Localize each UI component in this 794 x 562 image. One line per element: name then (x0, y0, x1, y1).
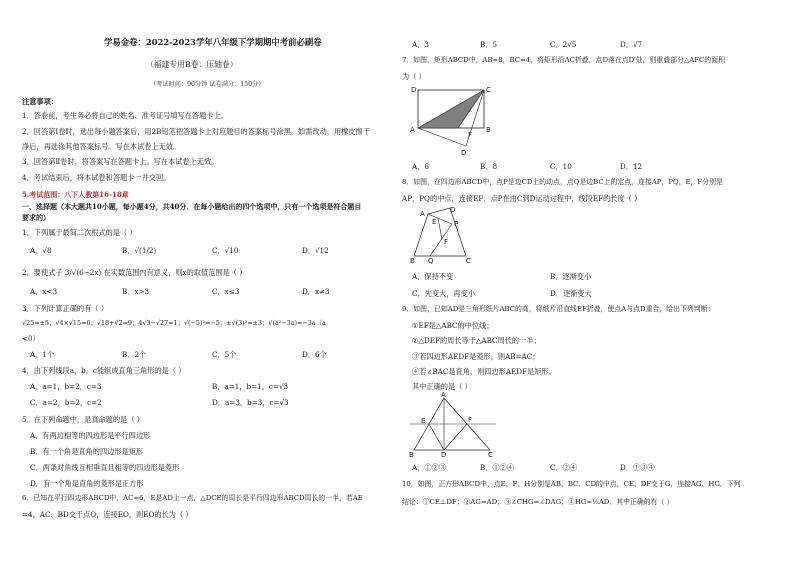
label-f: F (468, 416, 473, 424)
question-2: 2．要使式子 3/√(6−2x) 在实数范围内有意义，则x的取值范围是（ ） (22, 268, 247, 277)
label-q: Q (428, 257, 434, 264)
option-c[interactable]: C．x≤3 (212, 287, 240, 296)
label-a: A (420, 210, 425, 218)
option-b[interactable]: B．逐渐变小 (550, 272, 592, 281)
question-7-line: 为（ ） (402, 72, 426, 81)
option-a[interactable]: A．1个 (30, 350, 55, 359)
label-d-prime: D′ (461, 149, 468, 157)
label-b: B (409, 451, 414, 458)
label-d: D (450, 206, 456, 214)
label-b: B (486, 126, 491, 134)
option-c[interactable]: C．先变大，再变小 (412, 289, 476, 298)
figure-q9-triangle (408, 392, 498, 458)
option-d[interactable]: D．逐渐变大 (550, 289, 592, 298)
option-b[interactable]: B．有一个角是直角的四边形是矩形 (30, 447, 144, 456)
option-a[interactable]: A．3 (412, 40, 429, 49)
figure-q7-rectangle-fold (408, 84, 498, 158)
option-a[interactable]: A．①②③ (412, 463, 446, 472)
judgement-item: ①EF是△ABC的中位线； (412, 321, 494, 330)
question-1: 1．下列属于最简二次根式的是（ ） (22, 228, 137, 237)
label-e: E (421, 417, 426, 425)
option-d[interactable]: D．有一个角是直角的菱形是正方形 (30, 479, 144, 488)
question-3: 3．下列计算正确的有（ ） (22, 304, 108, 313)
exam-info: （考试时间：90分钟 试卷满分：150分） (150, 81, 265, 88)
question-3-line: √25=±5；√4×√15=6；√18+√2=9；4√3−√27=1；√(−5)²=−5；±√(3)²=±3；√(a²−3a)=−3a（a (22, 319, 326, 327)
label-d: D (411, 86, 417, 94)
question-6-line: =4，AC、BD交于点O，连接EO，则EO的长为（ ） (22, 510, 193, 519)
question-10: 10．如图，正方形ABCD中，点E、F、H分别是AB、BC、CD的中点，CE、DF交于G，连接AG、HG．下列 (402, 480, 741, 488)
note-item: 3．回答第Ⅱ卷时，将答案写在答题卡上。写在本试卷上无效。 (22, 157, 219, 166)
section-heading: 一、选择题（本大题共10小题，每小题4分，共40分．在每小题给出的四个选项中，只有一个选项是符合题目 (22, 202, 362, 211)
option-d[interactable]: D．a=3，b=3，c=√3 (212, 398, 289, 407)
label-a: A (441, 392, 446, 399)
note-item: 净后，再选涂其他答案标号。写在本试卷上无效。 (22, 142, 181, 151)
page-subtitle: （福建专用B卷：压轴卷） (146, 60, 238, 69)
question-8: 8．如图，在四边形ABCD中，点P是边CD上的动点，点Q是边BC上的定点，连接AP，PQ，E，F分别是 (402, 178, 723, 186)
question-8-line: AP，PQ的中点，连接EF．点P在由C到D运动过程中，线段EF的长度（ ） (402, 194, 642, 203)
note-item: 1．答卷前，考生务必将自己的姓名、准考证号填写在答题卡上。 (22, 111, 228, 120)
label-e: E (432, 218, 437, 226)
right-column (402, 0, 774, 562)
label-f: F (468, 131, 473, 139)
option-c[interactable]: C．2√5 (550, 40, 577, 49)
figure-q8-quadrilateral (408, 204, 478, 264)
label-d: D (441, 451, 447, 458)
option-c[interactable]: C．5个 (212, 350, 237, 359)
label-c: C (486, 86, 491, 94)
left-column (22, 0, 394, 562)
option-b[interactable]: B．①②④ (480, 463, 515, 472)
option-a[interactable]: A．√8 (30, 246, 52, 255)
label-f: F (444, 238, 449, 246)
question-10-line: 结论：①CE⊥DF；②AG=AD；③∠CHG=∠DAG；④HG=½AD．其中正确的有（ ） (402, 498, 674, 506)
option-d[interactable]: D．6个 (302, 350, 327, 359)
question-3-line: <0） (22, 334, 40, 343)
label-c: C (466, 257, 471, 264)
label-a: A (410, 126, 415, 134)
option-b[interactable]: B．8 (480, 162, 498, 171)
question-9-ask: 其中正确的是（ ） (412, 382, 472, 391)
option-c[interactable]: C．10 (550, 162, 572, 171)
option-a[interactable]: A．x<3 (30, 287, 58, 296)
page-title: 学易金卷：2022-2023学年八年级下学期期中考前必刷卷 (104, 37, 322, 47)
option-b[interactable]: B．5 (480, 40, 498, 49)
exam-scope: 5.考试范围：八下人教第16-18章 (22, 190, 129, 199)
option-a[interactable]: A．有两边相等的四边形是平行四边形 (30, 431, 151, 440)
option-c[interactable]: C．a=2，b=2，c=2 (30, 398, 102, 407)
option-d[interactable]: D．x≠3 (302, 287, 330, 296)
option-d[interactable]: D．√12 (302, 246, 329, 255)
question-5: 5．在下列命题中，是真命题的是（ ） (22, 415, 144, 424)
section-heading-cont: 要求的） (22, 213, 50, 222)
option-a[interactable]: A．a=1，b=2，c=3 (30, 382, 102, 391)
label-b: B (410, 257, 415, 264)
option-b[interactable]: B．a=1，b=1，c=√3 (212, 382, 289, 391)
option-a[interactable]: A．6 (412, 162, 429, 171)
option-b[interactable]: B．√(1/2) (122, 246, 157, 255)
label-c: C (488, 451, 493, 458)
option-d[interactable]: D．①③④ (620, 463, 655, 472)
notes-heading: 注意事项： (22, 97, 58, 106)
question-6: 6．已知在平行四边形ABCD中，AC=6，E是AD上一点，△DCE的周长是平行四边形ABCD周长的一半，若AE (22, 494, 363, 502)
question-4: 4．由下列线段a，b，c能组成直角三角形的是（ ） (22, 366, 186, 375)
option-c[interactable]: C．②④ (550, 463, 578, 472)
option-d[interactable]: D．√7 (620, 40, 643, 49)
option-b[interactable]: B．x>3 (122, 287, 150, 296)
judgement-item: ②△DEF的周长等于△ABC周长的一半； (412, 336, 541, 345)
question-7: 7．如图，矩形ABCD中，AB=8，BC=4，将矩形沿AC折叠，点D落在点D′处，则重叠部分△AFC的面积 (402, 56, 725, 64)
question-9: 9．如图，已知AD是三角形纸片ABC的高，将纸片沿直线EF折叠，使点A与点D重合，给出下列判断： (402, 305, 715, 313)
option-a[interactable]: A．保持不变 (412, 272, 454, 281)
option-c[interactable]: C．两条对角线互相垂直且相等的四边形是菱形 (30, 463, 180, 472)
judgement-item: ④若∠BAC是直角，则四边形AEDF是矩形。 (412, 367, 556, 376)
note-item: 2．回答第Ⅰ卷时，选出每小题答案后，用2B铅笔把答题卡上对应题目的答案标号涂黑。如需改动，用橡皮擦干 (22, 127, 370, 136)
option-c[interactable]: C．√10 (212, 246, 239, 255)
option-b[interactable]: B．2个 (122, 350, 147, 359)
option-d[interactable]: D．12 (620, 162, 643, 171)
note-item: 4．考试结束后，将本试卷和答题卡一并交回。 (22, 173, 171, 182)
label-p: P (454, 220, 459, 228)
judgement-item: ③若四边形AEDF是菱形，则AB=AC； (412, 352, 540, 361)
